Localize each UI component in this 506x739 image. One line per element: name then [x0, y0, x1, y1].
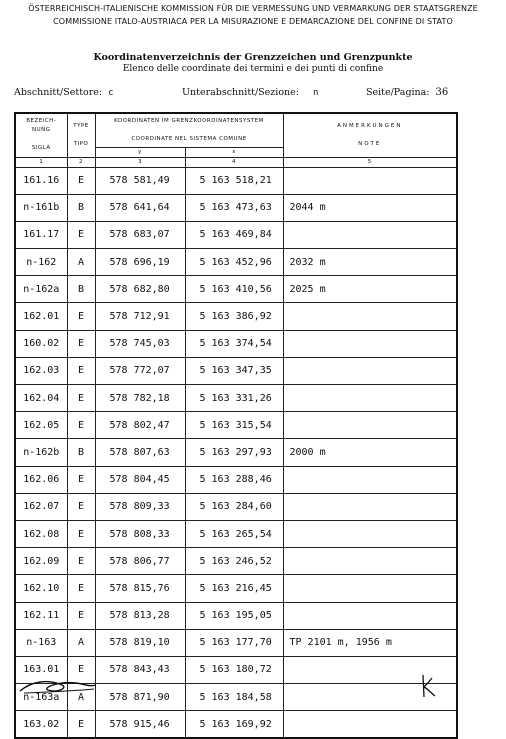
page-value: 36 [435, 87, 449, 98]
cell-sigla: 162.11 [15, 602, 67, 629]
cell-y: 578 581,49 [95, 167, 185, 194]
col-number-4: 4 [185, 157, 283, 167]
cell-y: 578 804,45 [95, 466, 185, 493]
cell-tipo: E [67, 412, 95, 439]
cell-note [283, 330, 457, 357]
cell-note [283, 575, 457, 602]
subsection-field [182, 87, 318, 98]
document-title-de: Koordinatenverzeichnis der Grenzzeichen und Grenzpunkte [93, 52, 413, 63]
cell-y: 578 782,18 [95, 385, 185, 412]
cell-tipo: B [67, 276, 95, 303]
table-row [15, 575, 457, 602]
cell-note: 2025 m [283, 276, 457, 303]
cell-tipo: E [67, 711, 95, 739]
cell-note [283, 493, 457, 520]
col-number-3: 3 [95, 157, 185, 167]
cell-y: 578 809,33 [95, 493, 185, 520]
cell-sigla: n-163 [15, 629, 67, 656]
cell-sigla: 162.04 [15, 385, 67, 412]
cell-note: 2032 m [283, 249, 457, 276]
cell-tipo: E [67, 330, 95, 357]
col-number-2: 2 [67, 157, 95, 167]
cell-y: 578 802,47 [95, 412, 185, 439]
table-row [15, 357, 457, 384]
cell-x: 5 163 518,21 [185, 167, 283, 194]
col-number-5: 5 [283, 157, 457, 167]
cell-note [283, 602, 457, 629]
cell-sigla: 162.09 [15, 548, 67, 575]
cell-x: 5 163 347,35 [185, 357, 283, 384]
cell-note [283, 711, 457, 739]
table-row [15, 303, 457, 330]
cell-y: 578 843,43 [95, 656, 185, 683]
cell-sigla: 162.01 [15, 303, 67, 330]
col-header-note: ANMERKUNGEN NOTE [283, 113, 457, 157]
cell-x: 5 163 195,05 [185, 602, 283, 629]
coordinates-table [14, 112, 458, 739]
cell-tipo: E [67, 167, 95, 194]
cell-tipo: A [67, 629, 95, 656]
commission-header-de: ÖSTERREICHISCH-ITALIENISCHE KOMMISSION FÜR DIE VERMESSUNG UND VERMARKUNG DER STAATSGRENZE [28, 4, 478, 13]
cell-y: 578 683,07 [95, 221, 185, 248]
cell-x: 5 163 473,63 [185, 194, 283, 221]
cell-x: 5 163 169,92 [185, 711, 283, 739]
cell-sigla: n-163a [15, 684, 67, 711]
cell-y: 578 806,77 [95, 548, 185, 575]
cell-sigla: 162.05 [15, 412, 67, 439]
cell-x: 5 163 331,26 [185, 385, 283, 412]
cell-x: 5 163 386,92 [185, 303, 283, 330]
table-row [15, 330, 457, 357]
table-row [15, 493, 457, 520]
col-header-x: x [185, 147, 283, 157]
subsection-label: Unterabschnitt/Sezione: [182, 87, 299, 98]
table-row [15, 602, 457, 629]
table-row [15, 520, 457, 547]
cell-x: 5 163 184,58 [185, 684, 283, 711]
initial-mark [418, 673, 438, 699]
cell-sigla: 162.06 [15, 466, 67, 493]
cell-note [283, 548, 457, 575]
cell-sigla: 162.08 [15, 520, 67, 547]
cell-note [283, 221, 457, 248]
cell-y: 578 772,07 [95, 357, 185, 384]
cell-y: 578 682,80 [95, 276, 185, 303]
cell-tipo: E [67, 303, 95, 330]
cell-tipo: E [67, 221, 95, 248]
cell-note [283, 466, 457, 493]
cell-sigla: n-162b [15, 439, 67, 466]
page-field [366, 87, 448, 98]
cell-x: 5 163 297,93 [185, 439, 283, 466]
table-row [15, 385, 457, 412]
cell-tipo: E [67, 548, 95, 575]
cell-y: 578 915,46 [95, 711, 185, 739]
cell-x: 5 163 374,54 [185, 330, 283, 357]
cell-tipo: B [67, 194, 95, 221]
cell-x: 5 163 469,84 [185, 221, 283, 248]
section-field [14, 87, 114, 98]
col-header-y: y [95, 147, 185, 157]
cell-sigla: 163.01 [15, 656, 67, 683]
table-row [15, 412, 457, 439]
signature-scribble [18, 675, 98, 697]
cell-sigla: n-162 [15, 249, 67, 276]
table-row [15, 249, 457, 276]
cell-tipo: A [67, 249, 95, 276]
col-header-coordinates: KOORDINATEN IM GRENZKOORDINATENSYSTEM COORDINATE NEL SISTEMA COMUNE [95, 113, 283, 147]
cell-y: 578 807,63 [95, 439, 185, 466]
cell-sigla: n-161b [15, 194, 67, 221]
cell-x: 5 163 410,56 [185, 276, 283, 303]
cell-x: 5 163 284,60 [185, 493, 283, 520]
cell-x: 5 163 180,72 [185, 656, 283, 683]
cell-note: 2044 m [283, 194, 457, 221]
cell-y: 578 641,64 [95, 194, 185, 221]
col-header-tipo: TYPE TIPO [67, 113, 95, 157]
table-row [15, 167, 457, 194]
cell-x: 5 163 216,45 [185, 575, 283, 602]
cell-tipo: E [67, 656, 95, 683]
cell-x: 5 163 265,54 [185, 520, 283, 547]
cell-sigla: 160.02 [15, 330, 67, 357]
table-row [15, 439, 457, 466]
cell-y: 578 813,28 [95, 602, 185, 629]
cell-tipo: B [67, 439, 95, 466]
cell-y: 578 745,03 [95, 330, 185, 357]
cell-y: 578 871,90 [95, 684, 185, 711]
cell-sigla: 162.10 [15, 575, 67, 602]
cell-sigla: 162.07 [15, 493, 67, 520]
document-title-it: Elenco delle coordinate dei termini e dei punti di confine [122, 64, 384, 74]
cell-sigla: n-162a [15, 276, 67, 303]
section-label: Abschnitt/Settore: [14, 87, 103, 98]
cell-tipo: E [67, 520, 95, 547]
cell-y: 578 815,76 [95, 575, 185, 602]
cell-sigla: 161.17 [15, 221, 67, 248]
cell-tipo: E [67, 493, 95, 520]
cell-x: 5 163 246,52 [185, 548, 283, 575]
cell-tipo: A [67, 684, 95, 711]
cell-note: TP 2101 m, 1956 m [283, 629, 457, 656]
subsection-value: n [313, 88, 319, 98]
col-number-1: 1 [15, 157, 67, 167]
cell-note [283, 357, 457, 384]
cell-note [283, 412, 457, 439]
table-row [15, 711, 457, 739]
cell-y: 578 808,33 [95, 520, 185, 547]
table-row [15, 194, 457, 221]
cell-tipo: E [67, 602, 95, 629]
cell-sigla: 162.03 [15, 357, 67, 384]
cell-sigla: 161.16 [15, 167, 67, 194]
cell-y: 578 712,91 [95, 303, 185, 330]
table-row [15, 466, 457, 493]
table-row [15, 276, 457, 303]
cell-x: 5 163 315,54 [185, 412, 283, 439]
cell-x: 5 163 177,70 [185, 629, 283, 656]
cell-tipo: E [67, 357, 95, 384]
cell-note [283, 385, 457, 412]
table-row [15, 629, 457, 656]
cell-x: 5 163 452,96 [185, 249, 283, 276]
cell-tipo: E [67, 575, 95, 602]
cell-note [283, 520, 457, 547]
section-value: c [108, 88, 114, 98]
page-label: Seite/Pagina: [366, 87, 430, 98]
cell-y: 578 696,19 [95, 249, 185, 276]
table-row [15, 548, 457, 575]
cell-note: 2000 m [283, 439, 457, 466]
cell-note [283, 303, 457, 330]
cell-tipo: E [67, 466, 95, 493]
cell-y: 578 819,10 [95, 629, 185, 656]
commission-header-it: COMMISSIONE ITALO-AUSTRIACA PER LA MISURAZIONE E DEMARCAZIONE DEL CONFINE DI STATO [53, 17, 453, 26]
cell-x: 5 163 288,46 [185, 466, 283, 493]
cell-sigla: 163.02 [15, 711, 67, 739]
cell-tipo: E [67, 385, 95, 412]
table-row [15, 221, 457, 248]
col-header-sigla: BEZEICH- NUNG SIGLA [15, 113, 67, 157]
cell-note [283, 167, 457, 194]
